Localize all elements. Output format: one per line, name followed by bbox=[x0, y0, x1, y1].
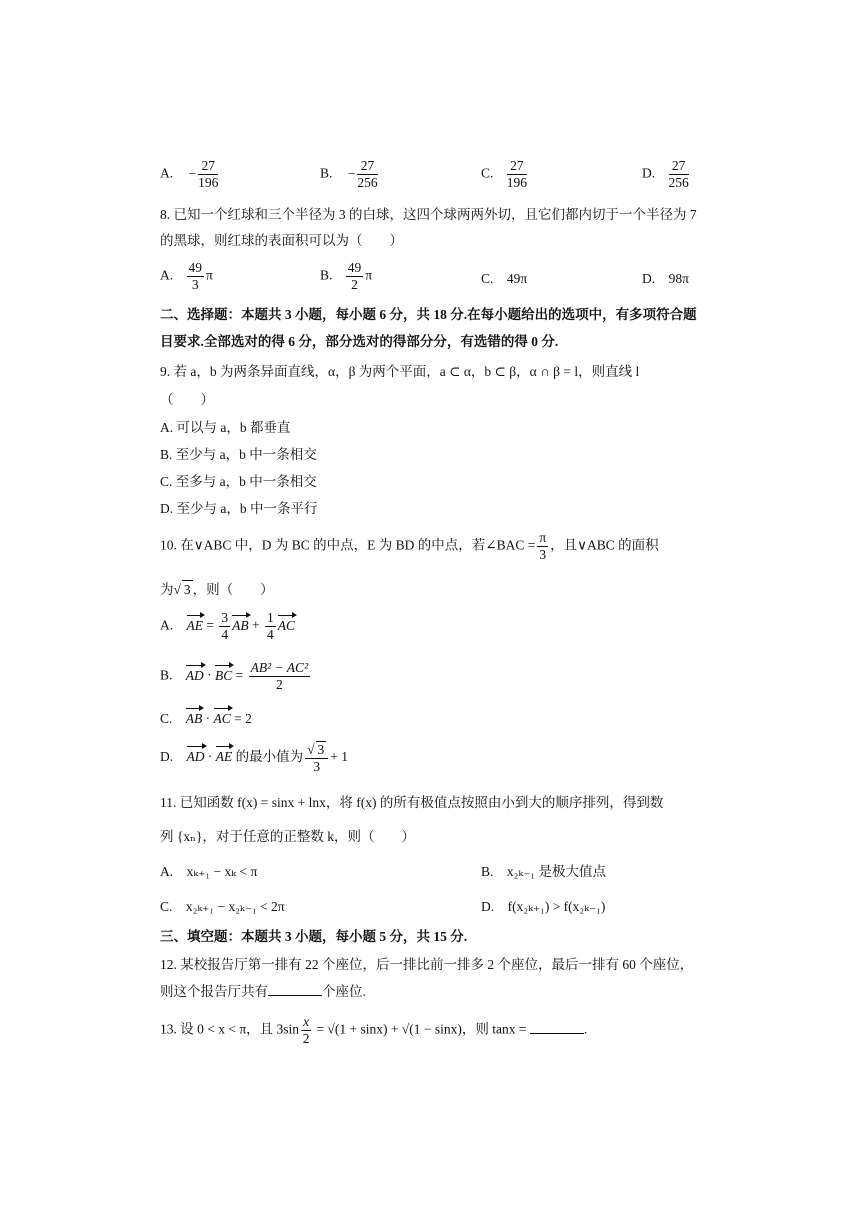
q11-option-b: B. x₂ₖ₋₁ 是极大值点 bbox=[481, 864, 606, 879]
q11-option-d: D. f(x₂ₖ₊₁) > f(x₂ₖ₋₁) bbox=[481, 899, 606, 914]
q7-option-a: A. − $\frac{27}{196}$ bbox=[160, 158, 219, 190]
q7-option-c: C. $\frac{27}{196}$ bbox=[481, 158, 528, 190]
q9-option-b: B. 至少与 a，b 中一条相交 bbox=[160, 447, 317, 462]
q11-option-a: A. xₖ₊₁ − xₖ < π bbox=[160, 864, 258, 879]
q12-stem-line1: 12. 某校报告厅第一排有 22 个座位，后一排比前一排多 2 个座位，最后一排有 60 个座位， bbox=[160, 957, 694, 972]
q10-stem-line2: 为√ 3 ，则（ ） bbox=[160, 582, 274, 597]
q8-option-b: B. $\frac{49}{2}$ π bbox=[320, 260, 373, 292]
q10-option-b: B. AD · BC = $\frac{\text{AB² − AC²}}{2}$ bbox=[160, 660, 309, 692]
q10-stem: 10. 在∨ABC 中，D 为 BC 的中点，E 为 BD 的中点，若∠BAC = $\frac{\pi}{3}$ ，且∨ABC 的面积 bbox=[160, 530, 659, 562]
q9-stem: 9. 若 a，b 为两条异面直线，α，β 为两个平面，a ⊂ α，b ⊂ β，α ∩ β = l，则直线 l bbox=[160, 364, 640, 379]
section2-line2: 目要求.全部选对的得 6 分，部分选对的得部分分，有选错的得 0 分. bbox=[160, 334, 559, 349]
section2-line1: 二、选择题：本题共 3 小题，每小题 6 分，共 18 分.在每小题给出的选项中，有多项符合题 bbox=[160, 307, 697, 322]
q10-option-d: D. AD · AE 的最小值为 $\frac{√ 3}{3}$ + 1 bbox=[160, 742, 349, 774]
q9-option-d: D. 至少与 a，b 中一条平行 bbox=[160, 501, 318, 516]
section3-heading: 三、填空题：本题共 3 小题，每小题 5 分，共 15 分. bbox=[160, 929, 468, 944]
q13-answer-blank bbox=[530, 1021, 584, 1034]
q10-option-a: A. AE = $\frac{3}{4}$ AB + $\frac{1}{4}$ AC bbox=[160, 610, 296, 642]
q9-option-a: A. 可以与 a，b 都垂直 bbox=[160, 420, 291, 435]
q11-stem-line2: 列 {xₙ}，对于任意的正整数 k，则（ ） bbox=[160, 829, 416, 844]
q8-stem-line1: 8. 已知一个红球和三个半径为 3 的白球，这四个球两两外切，且它们都内切于一个半径为 7 bbox=[160, 207, 697, 222]
q12-answer-blank bbox=[268, 983, 322, 996]
q11-stem-line1: 11. 已知函数 f(x) = sinx + lnx，将 f(x) 的所有极值点按照由小到大的顺序排列，得到数 bbox=[160, 795, 664, 810]
q7-option-b: B. − $\frac{27}{256}$ bbox=[320, 158, 378, 190]
q9-paren: （ ） bbox=[160, 392, 214, 407]
q10-option-c: C. AB · AC = 2 bbox=[160, 711, 252, 726]
q8-option-c: C. 49π bbox=[481, 271, 528, 286]
q7-option-d: D. $\frac{27}{256}$ bbox=[642, 158, 689, 190]
q8-stem-line2: 的黑球，则红球的表面积可以为（ ） bbox=[160, 233, 403, 248]
q8-option-a: A. $\frac{49}{3}$ π bbox=[160, 260, 213, 292]
q8-option-d: D. 98π bbox=[642, 271, 689, 286]
q12-stem-line2: 则这个报告厅共有 个座位. bbox=[160, 984, 366, 999]
q11-option-c: C. x₂ₖ₊₁ − x₂ₖ₋₁ < 2π bbox=[160, 899, 285, 914]
q9-option-c: C. 至多与 a，b 中一条相交 bbox=[160, 474, 317, 489]
q13-stem: 13. 设 0 < x < π，且 3sin $\frac{x}{2}$ = √(1 + sinx) + √(1 − sinx)，则 tanx = . bbox=[160, 1014, 588, 1046]
